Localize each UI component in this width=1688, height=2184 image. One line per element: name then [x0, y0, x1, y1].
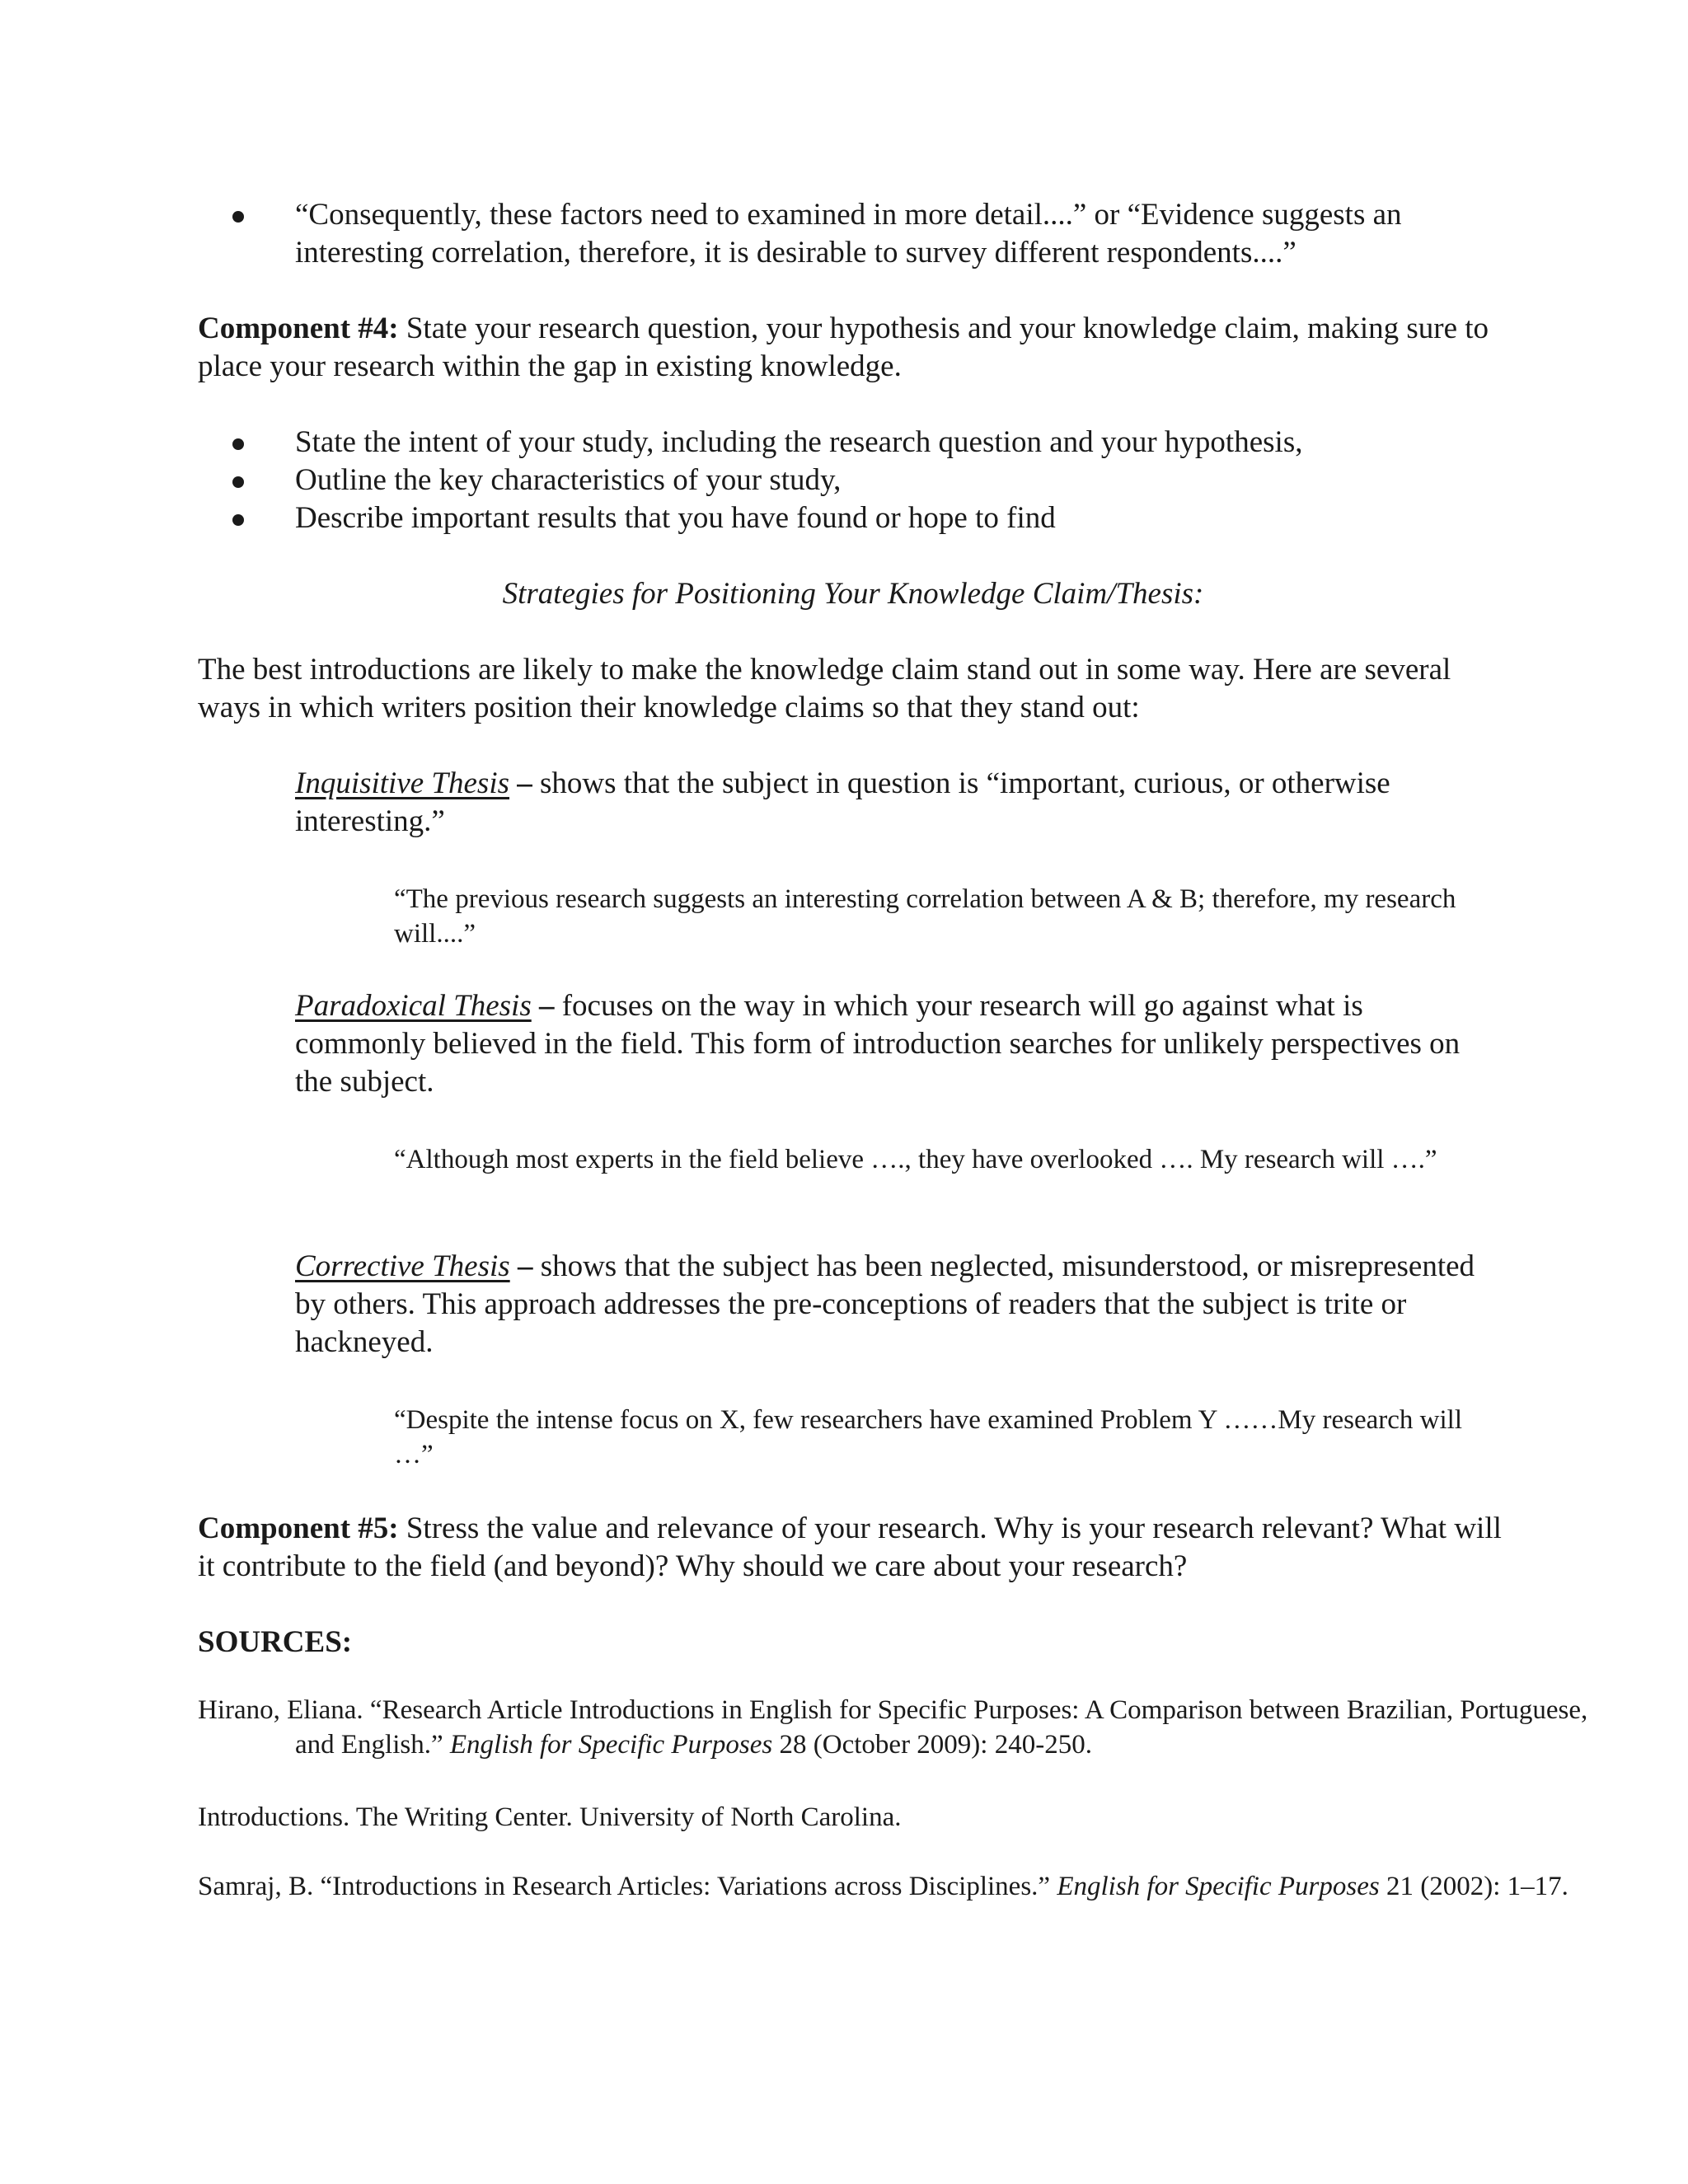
- thesis-dash: –: [509, 766, 541, 800]
- source-details: 28 (October 2009): 240-250.: [772, 1730, 1092, 1760]
- sources-heading: [198, 1624, 1508, 1661]
- thesis-description: focuses on the way in which your research will go against what is commonly believed in the field. This form of introduction searches for unlikely perspectives on the subject.: [295, 989, 1461, 1099]
- bullet-dot: [232, 476, 244, 488]
- thesis-name: Paradoxical Thesis: [295, 989, 532, 1023]
- thesis-dash: –: [531, 989, 562, 1023]
- thesis-description: shows that the subject has been neglected, misunderstood, or misrepresented by others. This approach addresses the pre-conceptions of readers that the subject is trite or hackneyed.: [295, 1249, 1475, 1359]
- source-entry: [198, 1869, 1606, 1904]
- component-5-paragraph: [198, 1510, 1508, 1586]
- source-title: English for Specific Purposes: [449, 1730, 773, 1760]
- sources-heading-text: SOURCES:: [198, 1625, 353, 1659]
- thesis-example: “The previous research suggests an interesting correlation between A & B; therefore, my research will....”: [394, 884, 1456, 949]
- source-text: Hirano, Eliana. “Research Article Introductions in English for Specific Purposes: A Comparison between Brazilian, Portuguese, and English.”: [198, 1695, 1588, 1760]
- thesis-example: “Despite the intense focus on X, few researchers have examined Problem Y ……My research will …”: [394, 1405, 1463, 1469]
- thesis-name: Corrective Thesis: [295, 1249, 510, 1283]
- source-text: Introductions. The Writing Center. University of North Carolina.: [198, 1802, 902, 1832]
- thesis-corrective: [295, 1248, 1482, 1361]
- thesis-paradoxical: [295, 987, 1482, 1101]
- thesis-description: shows that the subject in question is “important, curious, or otherwise interesting.”: [295, 766, 1390, 838]
- strategies-heading: Strategies for Positioning Your Knowledge Claim/Thesis:: [502, 577, 1204, 611]
- component-5-label: Component #5:: [198, 1511, 399, 1545]
- source-entry: [198, 1693, 1606, 1762]
- bullet-dot: [232, 211, 244, 223]
- component-4-bullet: State the intent of your study, including the research question and your hypothesis,: [295, 425, 1303, 459]
- thesis-inquisitive: [295, 765, 1482, 841]
- thesis-dash: –: [509, 1249, 541, 1283]
- component-4-bullet: Describe important results that you have found or hope to find: [295, 501, 1056, 535]
- component-4-text: State your research question, your hypothesis and your knowledge claim, making sure to place your research within the gap in existing knowledge.: [198, 312, 1489, 383]
- component-4-bullet: Outline the key characteristics of your study,: [295, 463, 842, 497]
- thesis-example: “Although most experts in the field believe …., they have overlooked …. My research will ….”: [394, 1145, 1437, 1174]
- source-text: Samraj, B. “Introductions in Research Articles: Variations across Disciplines.”: [198, 1872, 1057, 1901]
- bullet-dot: [232, 438, 244, 450]
- bullet-dot: [232, 514, 244, 526]
- component-4-label: Component #4:: [198, 312, 399, 345]
- component-4-paragraph: [198, 310, 1508, 386]
- strategies-intro: The best introductions are likely to make the knowledge claim stand out in some way. Here are several ways in which writers position their knowledge claims so that they stand out:: [198, 653, 1451, 724]
- source-details: 21 (2002): 1–17.: [1379, 1872, 1568, 1901]
- thesis-name: Inquisitive Thesis: [295, 766, 510, 800]
- source-entry: [198, 1800, 1606, 1835]
- example-bullet: “Consequently, these factors need to examined in more detail....” or “Evidence suggests an interesting correlation, therefore, it is desirable to survey different respondents....”: [295, 198, 1402, 269]
- component-5-text: Stress the value and relevance of your research. Why is your research relevant? What will it contribute to the field (and beyond)? Why should we care about your research?: [198, 1511, 1502, 1583]
- source-title: English for Specific Purposes: [1057, 1872, 1380, 1901]
